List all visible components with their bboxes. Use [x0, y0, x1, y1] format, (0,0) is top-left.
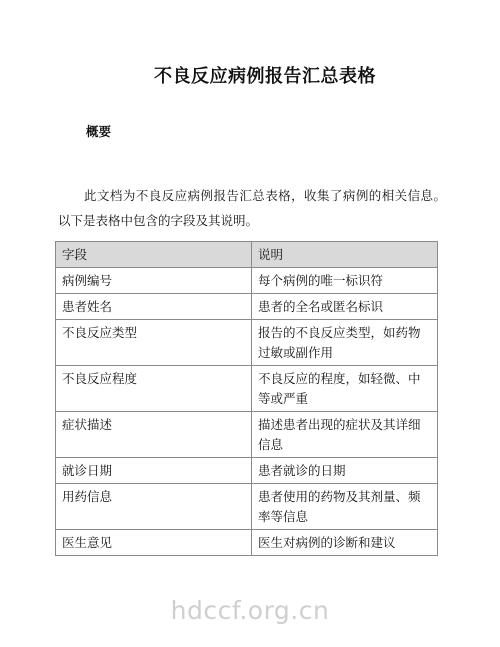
field-description-cell: 患者使用的药物及其剂量、频率等信息 [252, 484, 438, 530]
intro-paragraph: 此文档为不良反应病例报告汇总表格，收集了病例的相关信息。以下是表格中包含的字段及其说明。 [58, 187, 446, 228]
column-header-field: 字段 [56, 242, 252, 268]
table-row [56, 484, 438, 530]
table-row [56, 530, 438, 556]
field-name-cell: 不良反应程度 [56, 366, 252, 412]
table-row [56, 412, 438, 458]
table-row [56, 458, 438, 484]
field-description-table [55, 241, 438, 556]
field-name-cell: 患者姓名 [56, 294, 252, 320]
table-row [56, 294, 438, 320]
document-title: 不良反应病例报告汇总表格 [154, 66, 376, 87]
field-name-cell: 用药信息 [56, 484, 252, 530]
field-description-cell: 描述患者出现的症状及其详细信息 [252, 412, 438, 458]
table-header-row [56, 242, 438, 268]
column-header-description: 说明 [252, 242, 438, 268]
table-row [56, 366, 438, 412]
table-row [56, 320, 438, 366]
section-heading-overview: 概要 [86, 124, 112, 139]
table-row [56, 268, 438, 294]
field-name-cell: 不良反应类型 [56, 320, 252, 366]
field-name-cell: 症状描述 [56, 412, 252, 458]
field-name-cell: 就诊日期 [56, 458, 252, 484]
field-description-cell: 不良反应的程度，如轻微、中等或严重 [252, 366, 438, 412]
field-description-cell: 患者就诊的日期 [252, 458, 438, 484]
field-description-cell: 每个病例的唯一标识符 [252, 268, 438, 294]
field-name-cell: 病例编号 [56, 268, 252, 294]
site-watermark: hdccf.org.cn [170, 596, 330, 625]
field-description-cell: 报告的不良反应类型，如药物过敏或副作用 [252, 320, 438, 366]
field-name-cell: 医生意见 [56, 530, 252, 556]
field-description-cell: 患者的全名或匿名标识 [252, 294, 438, 320]
field-description-cell: 医生对病例的诊断和建议 [252, 530, 438, 556]
